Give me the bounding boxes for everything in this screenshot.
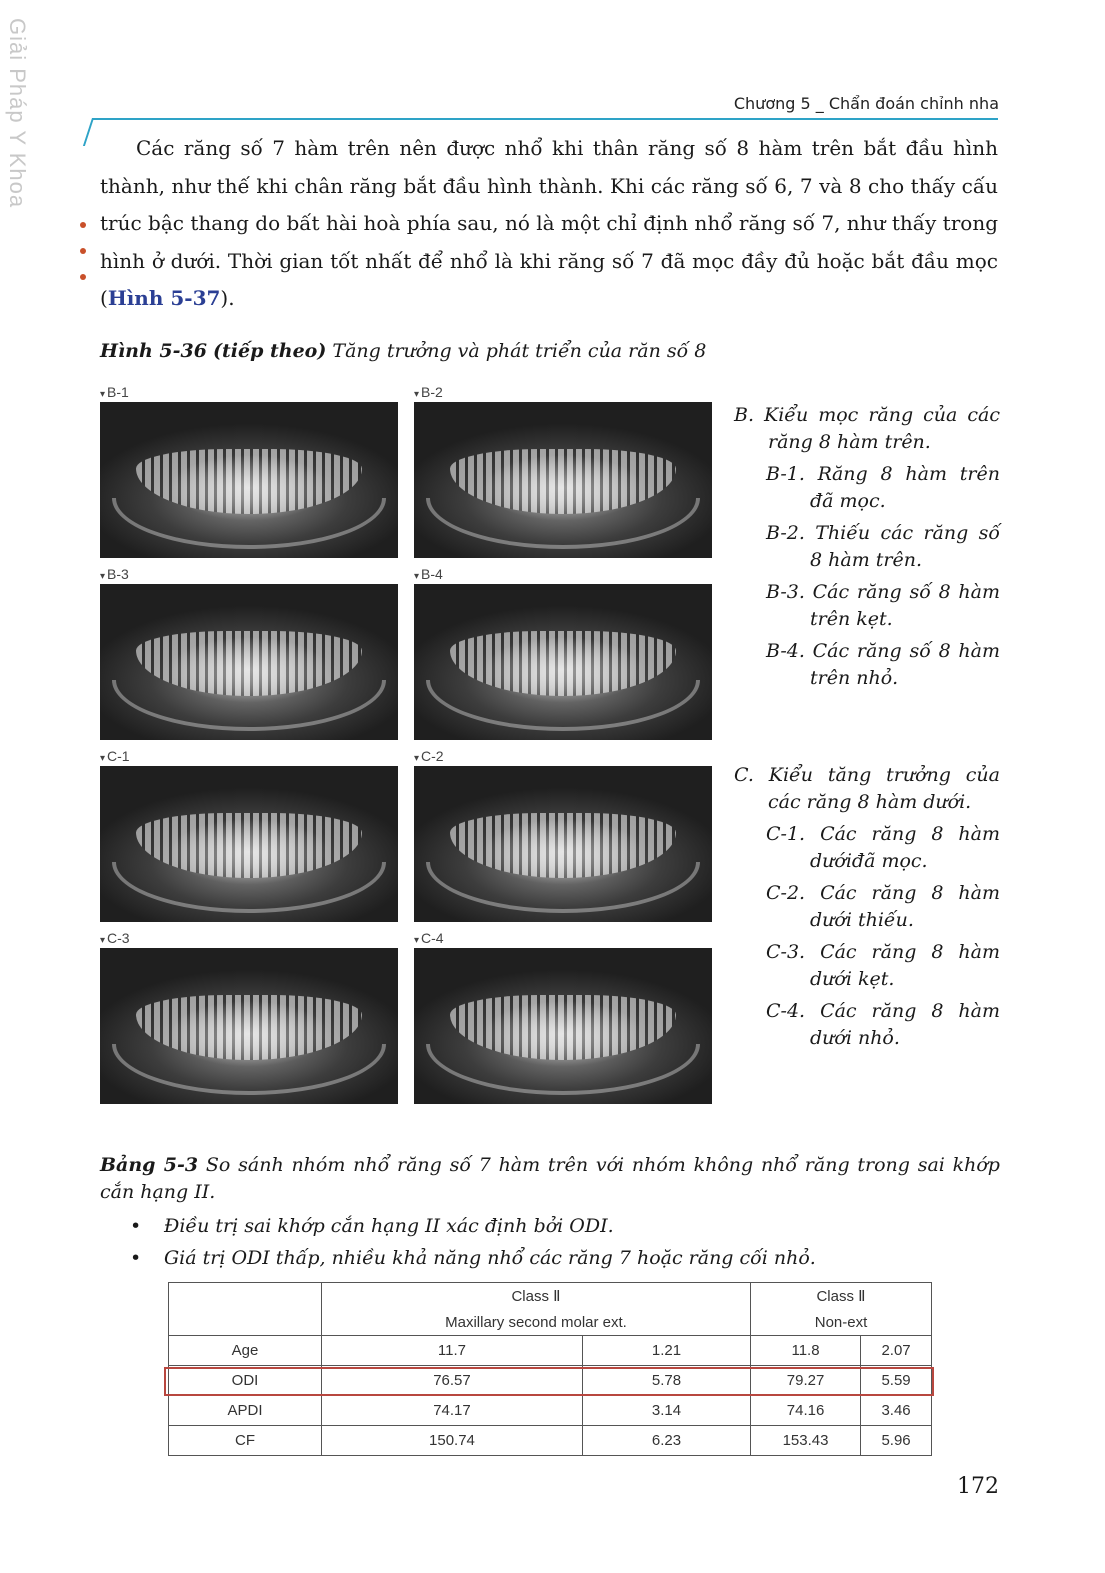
row-label: Age [169,1336,322,1366]
cell: 79.27 [751,1366,861,1396]
chapter-header: Chương 5 _ Chẩn đoán chỉnh nha [733,94,999,113]
panoramic-xray-image [100,402,398,558]
xray-panel-b4 [414,566,712,740]
cell: 5.59 [861,1366,932,1396]
legend-c-item: C-4. Các răng 8 hàm dưới nhỏ. [766,1000,1000,1049]
panoramic-xray-image [414,948,712,1104]
panoramic-xray-image [414,584,712,740]
legend-b-item: B-1. Răng 8 hàm trên đã mọc. [766,463,1000,512]
table-caption [100,1152,1000,1206]
legend-c-item: C-2. Các răng 8 hàm dưới thiếu. [766,882,1000,931]
cell: 74.17 [322,1396,583,1426]
legend-b [734,402,1000,697]
legend-b-item: B-4. Các răng số 8 hàm trên nhỏ. [766,640,1000,689]
cell: 74.16 [751,1396,861,1426]
intro-end: ). [220,286,235,310]
corner-cell [169,1283,322,1336]
panoramic-xray-image [100,766,398,922]
watermark: Giải Pháp Y Khoa [5,18,30,209]
cell: 5.96 [861,1426,932,1456]
panoramic-xray-image [414,766,712,922]
table-bullets [100,1210,1000,1274]
panel-tag: ▾ B-3 [100,566,398,584]
xray-panel-b3 [100,566,398,740]
cell: 2.07 [861,1336,932,1366]
page-number: 172 [957,1474,999,1499]
xray-grid [100,384,712,1106]
panoramic-xray-image [100,584,398,740]
xray-panel-c2 [414,748,712,922]
cell: 6.23 [582,1426,750,1456]
panel-tag: ▾ C-1 [100,748,398,766]
panel-tag: ▾ C-2 [414,748,712,766]
intro-text: Các răng số 7 hàm trên nên được nhổ khi thân răng số 8 hàm trên bắt đầu hình thành, như thế khi chân răng bắt đầu hình thành. Khi các răng số 6, 7 và 8 cho thấy cấu trúc bậc thang do bất hài hoà phía sau, nó là một chỉ định nhổ răng số 7, như thấy trong hình ở dưới. Thời gian tốt nhất để nhổ là khi răng số 7 đã mọc đầy đủ hoặc bắt đầu mọc ( [100,136,998,310]
table-label: Bảng 5-3 [100,1154,199,1176]
cell: 76.57 [322,1366,583,1396]
panel-tag: ▾ C-4 [414,930,712,948]
figure-reference-link[interactable]: Hình 5-37 [107,286,221,310]
row-label: CF [169,1426,322,1456]
cell: 150.74 [322,1426,583,1456]
panel-tag: ▾ B-4 [414,566,712,584]
xray-panel-b1 [100,384,398,558]
margin-dots [80,222,86,300]
figure-continued: (tiếp theo) [213,340,327,362]
panel-tag: ▾ B-2 [414,384,712,402]
xray-panel-c4 [414,930,712,1104]
group2-header-line2: Non-ext [751,1309,932,1336]
legend-c [734,762,1000,1057]
cell: 5.78 [582,1366,750,1396]
table-row [169,1336,932,1366]
group1-header-line2: Maxillary second molar ext. [322,1309,751,1336]
figure-title: Tăng trưởng và phát triển của răn số 8 [332,340,707,362]
xray-panel-c3 [100,930,398,1104]
panel-tag: ▾ B-1 [100,384,398,402]
panoramic-xray-image [414,402,712,558]
table-row [169,1396,932,1426]
cell: 3.14 [582,1396,750,1426]
legend-b-item: B-3. Các răng số 8 hàm trên kẹt. [766,581,1000,630]
legend-b-head: B. Kiểu mọc răng của các răng 8 hàm trên. [734,404,1000,453]
legend-c-item: C-1. Các răng 8 hàm dướiđã mọc. [766,823,1000,872]
bullet-item: • Điều trị sai khớp cắn hạng II xác định bởi ODI. [100,1210,1000,1242]
header-rule [92,118,998,120]
figure-label: Hình 5-36 [100,340,207,362]
legend-b-item: B-2. Thiếu các răng số 8 hàm trên. [766,522,1000,571]
cell: 3.46 [861,1396,932,1426]
odi-row-highlight [164,1367,934,1396]
cell: 11.7 [322,1336,583,1366]
row-label: ODI [169,1366,322,1396]
legend-c-head: C. Kiểu tăng trưởng của các răng 8 hàm dưới. [734,764,1000,813]
intro-paragraph [100,130,998,318]
xray-panel-c1 [100,748,398,922]
cell: 153.43 [751,1426,861,1456]
panoramic-xray-image [100,948,398,1104]
cell: 11.8 [751,1336,861,1366]
group1-header-line1: Class Ⅱ [322,1283,751,1310]
row-label: APDI [169,1396,322,1426]
bullet-item: • Giá trị ODI thấp, nhiều khả năng nhổ các răng 7 hoặc răng cối nhỏ. [100,1242,1000,1274]
xray-panel-b2 [414,384,712,558]
cell: 1.21 [582,1336,750,1366]
legend-c-item: C-3. Các răng 8 hàm dưới kẹt. [766,941,1000,990]
table-title: So sánh nhóm nhổ răng số 7 hàm trên với nhóm không nhổ răng trong sai khớp cắn hạng II. [100,1154,1000,1203]
figure-caption [100,340,1000,362]
group2-header-line1: Class Ⅱ [751,1283,932,1310]
table-row [169,1426,932,1456]
panel-tag: ▾ C-3 [100,930,398,948]
